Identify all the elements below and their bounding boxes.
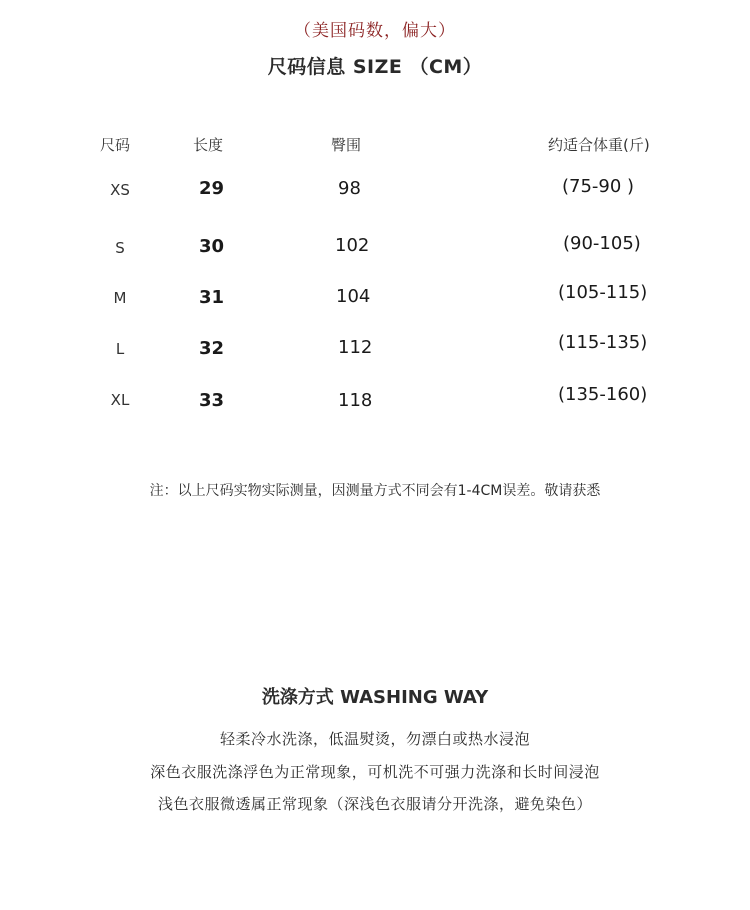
cell-hip-xl: 118 xyxy=(338,390,373,411)
washing-line-2: 深色衣服洗涤浮色为正常现象，可机洗不可强力洗涤和长时间浸泡 xyxy=(150,763,600,781)
measurement-footnote: 注：以上尺码实物实际测量，因测量方式不同会有1-4CM误差。敬请获悉 xyxy=(149,483,601,499)
column-header-length: 长度 xyxy=(193,136,224,154)
washing-line-1: 轻柔冷水洗涤，低温熨烫，勿漂白或热水浸泡 xyxy=(219,730,530,748)
size-chart-title: 尺码信息 SIZE （CM） xyxy=(267,56,483,78)
washing-line-3: 浅色衣服微透属正常现象（深浅色衣服请分开洗涤，避免染色） xyxy=(157,795,592,813)
cell-weight-s: (90-105) xyxy=(563,233,641,254)
cell-length-l: 32 xyxy=(199,338,225,359)
cell-length-xl: 33 xyxy=(199,390,225,411)
cell-hip-m: 104 xyxy=(336,286,371,307)
cell-length-xs: 29 xyxy=(199,178,225,199)
cell-hip-l: 112 xyxy=(338,337,373,358)
cell-weight-l: (115-135) xyxy=(558,332,648,353)
cell-weight-xl: (135-160) xyxy=(558,384,648,405)
cell-length-m: 31 xyxy=(199,287,225,308)
cell-weight-m: (105-115) xyxy=(558,282,648,303)
cell-hip-s: 102 xyxy=(335,235,370,256)
washing-title: 洗涤方式 WASHING WAY xyxy=(261,687,489,708)
cell-size-s: S xyxy=(115,239,125,257)
cell-hip-xs: 98 xyxy=(338,178,361,199)
cell-weight-xs: (75-90 ) xyxy=(562,176,635,197)
size-note: （美国码数，偏大） xyxy=(294,21,456,41)
column-header-size: 尺码 xyxy=(100,136,131,154)
cell-size-m: M xyxy=(113,289,127,307)
column-header-hip: 臀围 xyxy=(331,136,362,154)
column-header-weight: 约适合体重(斤) xyxy=(548,136,650,154)
cell-size-l: L xyxy=(115,340,125,358)
cell-length-s: 30 xyxy=(199,236,225,257)
cell-size-xl: XL xyxy=(110,391,130,409)
cell-size-xs: XS xyxy=(110,181,130,199)
